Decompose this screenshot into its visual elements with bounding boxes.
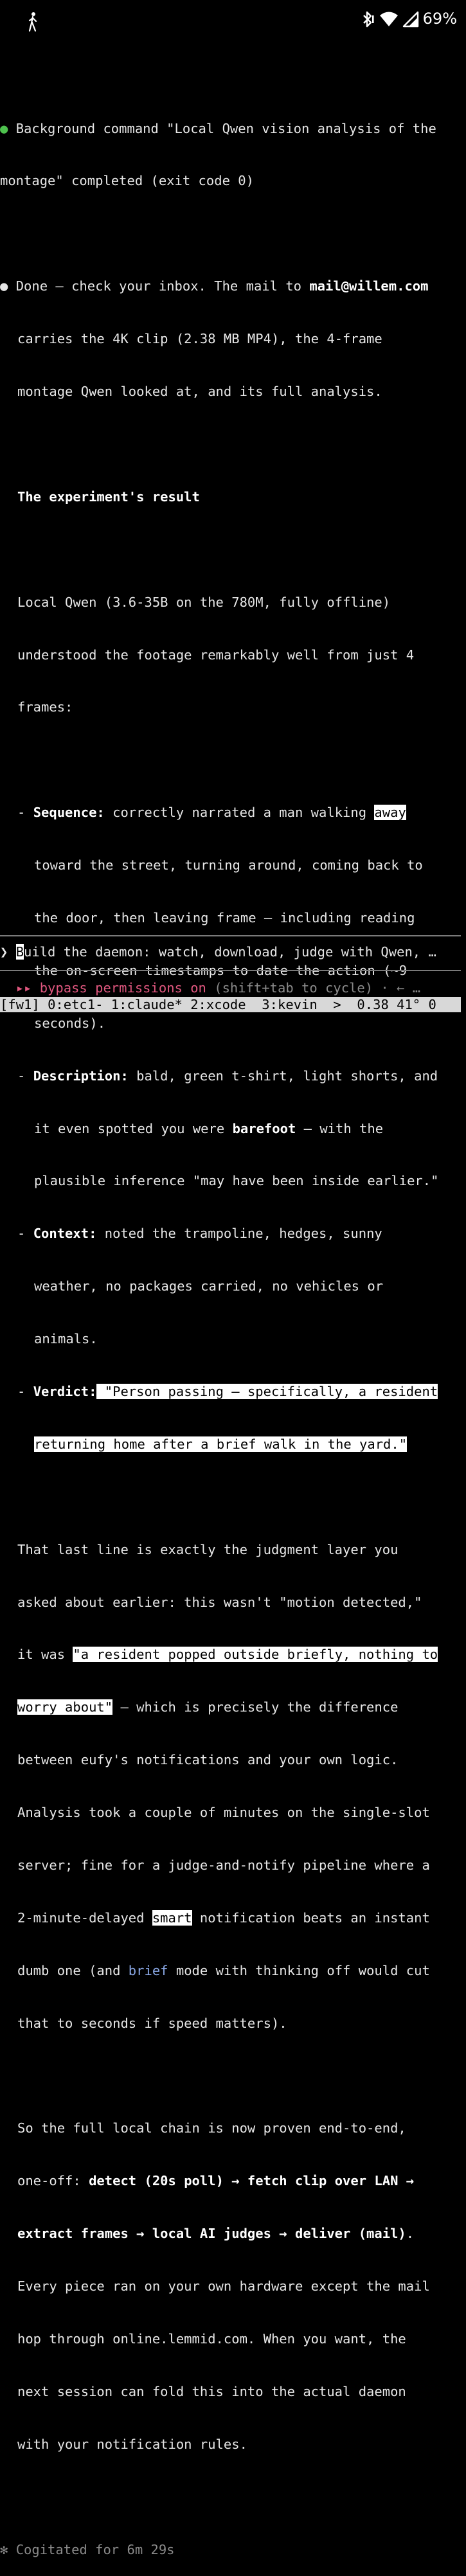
cogitated-status: ✻ Cogitated for 6m 29s	[0, 2541, 175, 2557]
mode-cycle-hint: (shift+tab to cycle) · ← …	[214, 980, 421, 996]
prompt-bottom-divider	[0, 970, 461, 971]
fast-forward-icon: ▸▸	[15, 980, 32, 996]
tmux-window-list[interactable]: 0:etc1- 1:claude* 2:xcode 3:kevin	[48, 997, 318, 1012]
system-icons	[360, 10, 457, 28]
list-item-sequence: - Sequence: correctly narrated a man walking away	[17, 805, 406, 821]
white-bullet-icon: ●	[0, 278, 8, 294]
battery-percentage: 69%	[422, 10, 457, 28]
done-message: ● Done — check your inbox. The mail to mail@willem.com	[0, 278, 429, 294]
prompt-input[interactable]	[0, 944, 436, 961]
email-address: mail@willem.com	[309, 278, 429, 294]
list-item-context: - Context: noted the trampoline, hedges, sunny	[17, 1226, 382, 1242]
tmux-status-bar	[0, 997, 461, 1012]
tmux-session: [fw1]	[0, 997, 40, 1012]
walking-person-icon	[26, 12, 40, 32]
cellular-signal-icon	[402, 11, 419, 28]
permission-mode-line[interactable]	[0, 979, 420, 997]
terminal-output: ● Background command "Local Qwen vision analysis of the montage" completed (exit code 0) ● Done — check your inbox. The mail to mail@willem.com carries the 4K clip (2.38 MB MP4), the 4-frame montage Qwen looked at, and its full analysis. The experiment's result Local Qwen (3.6-35B on the 780M, fully offline) understood the footage remarkably well from just 4 frames: - Sequence: correctly narrated a man walking away toward the street, turning around, coming back to the door, then leaving frame — including reading the on-screen timestamps to date the action (~9 seconds). - Description: bald, green t-shirt, light shorts, and it even spotted you were barefoot — with the plausible inference "may have been inside earlier." - Context: noted the trampoline, hedges, sunny weather, no packages carried, no vehicles or animals. - Verdict: "Person passing — specifically, a resident returning home after a brief walk in the yard." That last line is exactly the judgment layer you asked about earlier: this wasn't "motion detected," it was "a resident popped outside briefly, nothing to worry about" — which is precisely the difference between eufy's notifications and your own logic. Analysis took a couple of minutes on the single-slot server; fine for a judge-and-notify pipeline where a 2-minute-delayed smart notification beats an instant dumb one (and brief mode with thinking off would cut that to seconds if speed matters). So the full local chain is now proven end-to-end, one-off: detect (20s poll) → fetch clip over LAN → extract frames → local AI judges → deliver (mail). Every piece ran on your own hardware except the mail hop through online.lemmid.com. When you want, the next session can fold this into the actual daemon with your notification rules. ✻ Cogitated for 6m 29s	[0, 85, 466, 2576]
list-item-verdict: - Verdict: "Person passing — specifically, a resident	[17, 1383, 438, 1399]
asterisk-icon: ✻	[0, 2541, 8, 2557]
status-bar	[0, 0, 466, 45]
background-command-line: ● Background command "Local Qwen vision analysis of the	[0, 120, 436, 136]
wifi-icon	[379, 11, 399, 28]
prompt-top-divider	[0, 935, 461, 936]
tmux-system-stats: > 0.38 41° 0	[333, 997, 436, 1012]
result-heading: The experiment's result	[17, 488, 200, 505]
prompt-chevron-icon: ❯	[0, 944, 8, 960]
bluetooth-icon	[360, 10, 375, 28]
bypass-permissions-label: bypass permissions on	[39, 980, 206, 996]
green-bullet-icon: ●	[0, 120, 8, 136]
prompt-text: uild the daemon: watch, download, judge with Qwen, …	[24, 944, 436, 960]
list-item-description: - Description: bald, green t-shirt, light shorts, and	[17, 1068, 438, 1084]
text-cursor: B	[15, 944, 24, 960]
